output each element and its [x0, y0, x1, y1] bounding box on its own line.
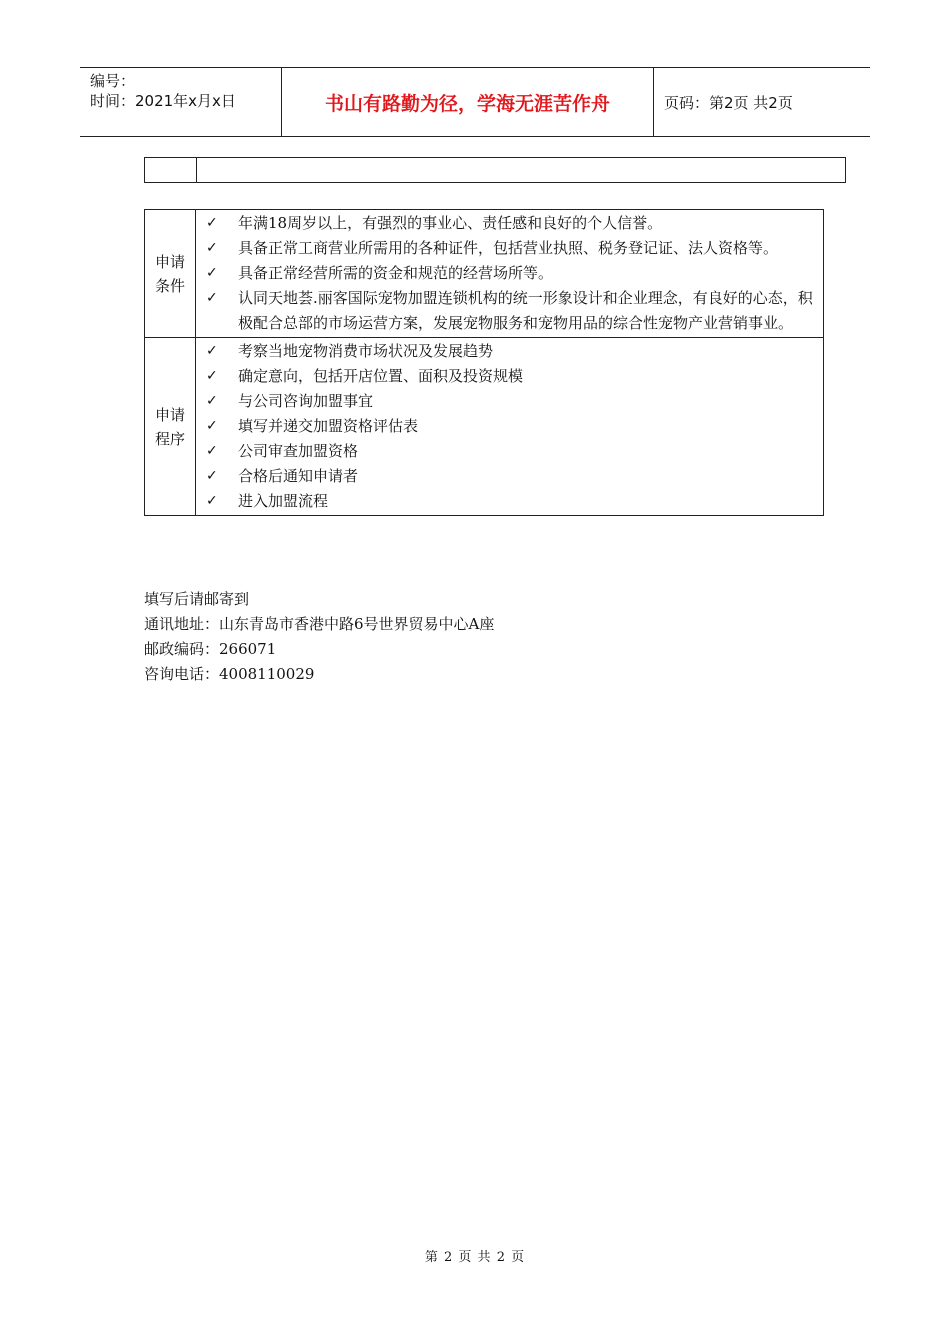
procedure-list — [196, 338, 823, 515]
conditions-row — [145, 210, 824, 338]
check-icon: ✓ — [206, 368, 218, 384]
application-table — [144, 209, 824, 516]
check-icon: ✓ — [206, 290, 218, 306]
page-header — [80, 67, 870, 137]
list-item: ✓ 合格后通知申请者 — [204, 464, 815, 489]
list-item: ✓ 考察当地宠物消费市场状况及发展趋势 — [204, 339, 815, 364]
conditions-content — [196, 210, 824, 338]
document-number-label: 编号： — [90, 72, 136, 90]
header-page-code: 页码：第2页 共2页 — [664, 93, 793, 112]
procedure-row — [145, 338, 824, 516]
check-icon: ✓ — [206, 468, 218, 484]
phone-number: 咨询电话：4008110029 — [144, 665, 315, 683]
conditions-label: 申请 条件 — [145, 210, 196, 338]
check-icon: ✓ — [206, 418, 218, 434]
mailing-address: 通讯地址：山东青岛市香港中路6号世界贸易中心A座 — [144, 615, 495, 633]
contact-info — [144, 587, 494, 687]
list-item: ✓ 年满18周岁以上，有强烈的事业心、责任感和良好的个人信誉。 — [204, 211, 815, 236]
list-item: ✓ 认同天地荟.丽客国际宠物加盟连锁机构的统一形象设计和企业理念，有良好的心态，积极配合总部的市场运营方案，发展宠物服务和宠物用品的综合性宠物产业营销事业。 — [204, 286, 815, 336]
postal-code: 邮政编码：266071 — [144, 640, 277, 658]
list-item: ✓ 确定意向，包括开店位置、面积及投资规模 — [204, 364, 815, 389]
procedure-content — [196, 338, 824, 516]
list-item: ✓ 具备正常经营所需的资金和规范的经营场所等。 — [204, 261, 815, 286]
header-meta — [80, 68, 281, 136]
check-icon: ✓ — [206, 443, 218, 459]
list-item: ✓ 公司审查加盟资格 — [204, 439, 815, 464]
check-icon: ✓ — [206, 493, 218, 509]
check-icon: ✓ — [206, 240, 218, 256]
check-icon: ✓ — [206, 393, 218, 409]
page-footer: 第 2 页 共 2 页 — [424, 1250, 526, 1265]
mail-note: 填写后请邮寄到 — [144, 590, 250, 608]
check-icon: ✓ — [206, 343, 218, 359]
list-item: ✓ 具备正常工商营业所需用的各种证件，包括营业执照、税务登记证、法人资格等。 — [204, 236, 815, 261]
document-time: 时间：2021年x月x日 — [90, 92, 236, 110]
check-icon: ✓ — [206, 215, 218, 231]
empty-table — [144, 157, 846, 183]
list-item: ✓ 与公司咨询加盟事宜 — [204, 389, 815, 414]
procedure-label: 申请 程序 — [145, 338, 196, 516]
header-motto: 书山有路勤为径，学海无涯苦作舟 — [281, 68, 654, 136]
empty-table-divider — [196, 158, 197, 182]
list-item: ✓ 进入加盟流程 — [204, 489, 815, 514]
conditions-list — [196, 210, 823, 337]
list-item: ✓ 填写并递交加盟资格评估表 — [204, 414, 815, 439]
check-icon: ✓ — [206, 265, 218, 281]
